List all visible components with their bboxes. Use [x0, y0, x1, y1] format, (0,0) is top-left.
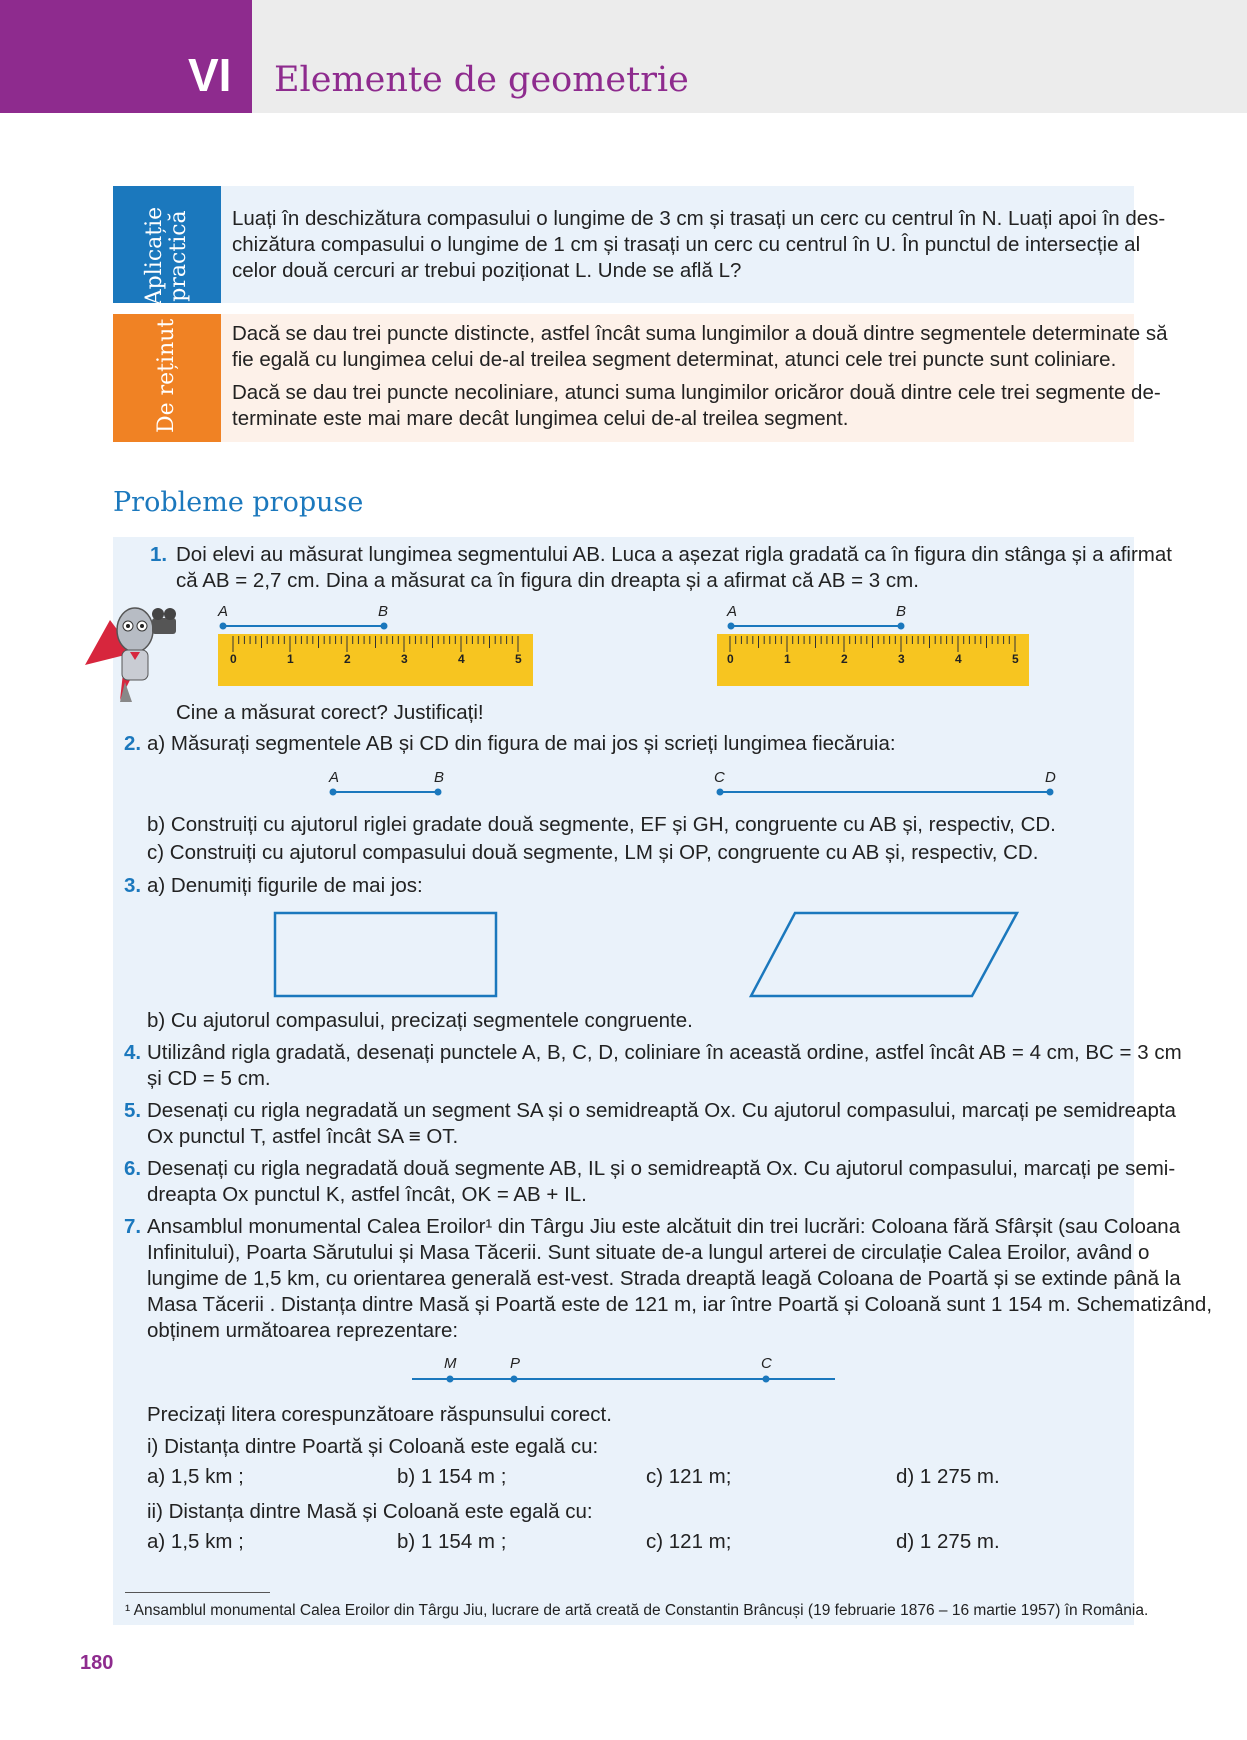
answer-option-a: a) 1,5 km ;	[147, 1465, 244, 1488]
problem-5-number: 5.	[124, 1099, 142, 1122]
problem-7-prompt: Precizați litera corespunzătoare răspunsului corect.	[147, 1403, 612, 1426]
practical-application-text	[232, 206, 1166, 284]
point-label-d: D	[1045, 769, 1056, 786]
ruler-tick-label: 0	[727, 652, 734, 666]
problem-1-line1: Doi elevi au măsurat lungimea segmentului AB. Luca a așezat rigla gradată ca în figura din stânga și a afirmat	[176, 543, 1172, 566]
point-label-c: C	[714, 769, 725, 786]
section-title: Probleme propuse	[113, 487, 364, 518]
segments-ab-cd	[325, 784, 1065, 804]
problem-3-a: a) Denumiți figurile de mai jos:	[147, 874, 423, 897]
answer-option-c: c) 121 m;	[646, 1465, 732, 1488]
mpc-line	[410, 1370, 840, 1390]
problem-4-line2: și CD = 5 cm.	[147, 1067, 271, 1090]
text-line: celor două cercuri ar trebui poziționat L. Unde se află L?	[232, 259, 742, 282]
problem-7-q1: i) Distanța dintre Poartă și Coloană este egală cu:	[147, 1435, 599, 1458]
point-label-m: M	[444, 1355, 457, 1372]
problem-2-number: 2.	[124, 732, 142, 755]
problem-7-q2: ii) Distanța dintre Masă și Coloană este egală cu:	[147, 1500, 593, 1523]
ruler-tick-label: 3	[898, 652, 905, 666]
ruler-tick-label: 4	[955, 652, 962, 666]
problem-4-number: 4.	[124, 1041, 142, 1064]
ruler-tick-label: 2	[841, 652, 848, 666]
problem-6-line1: Desenați cu rigla negradată două segmente AB, IL și o semidreaptă Ox. Cu ajutorul compasului, marcați pe semi-	[147, 1157, 1176, 1180]
problem-2-a: a) Măsurați segmentele AB și CD din figura de mai jos și scrieți lungimea fiecăruia:	[147, 732, 896, 755]
problem-1-number: 1.	[150, 543, 168, 566]
point-label-b: B	[896, 603, 907, 620]
text-line: Dacă se dau trei puncte necoliniare, atunci suma lungimilor oricăror două dintre cele trei segmente de-	[232, 381, 1161, 404]
practical-application-tab	[113, 186, 221, 306]
tab-label-line2: practică	[166, 210, 191, 302]
ruler-tick-label: 1	[287, 652, 294, 666]
answer-option-c: c) 121 m;	[646, 1530, 732, 1553]
problem-3-b: b) Cu ajutorul compasului, precizați segmentele congruente.	[147, 1009, 693, 1032]
page-number: 180	[80, 1652, 114, 1674]
point-label-a: A	[218, 603, 229, 620]
footnote: ¹ Ansamblul monumental Calea Eroilor din Târgu Jiu, lucrare de artă creată de Constantin Brâncuși (19 februarie 1876 – 16 martie 1957) în România.	[125, 1602, 1149, 1619]
problem-5-line2: Ox punctul T, astfel încât SA ≡ OT.	[147, 1125, 459, 1148]
point-label-b: B	[434, 769, 445, 786]
ruler-tick-label: 0	[230, 652, 237, 666]
problem-1-line2: că AB = 2,7 cm. Dina a măsurat ca în figura din dreapta și a afirmat că AB = 3 cm.	[176, 569, 919, 592]
ruler-left-ticks	[218, 634, 533, 686]
mascot-illustration	[80, 590, 200, 710]
segment-ab-left	[218, 618, 398, 638]
problem-7-line: Infinitului), Poarta Sărutului și Masa Tăcerii. Sunt situate de-a lungul arterei de circulație Calea Eroilor, având o	[147, 1241, 1150, 1264]
figures-rectangle-parallelogram	[270, 908, 1050, 1000]
remember-paragraph-2	[232, 380, 1161, 432]
answer-option-d: d) 1 275 m.	[896, 1465, 1000, 1488]
tab-label-line1: Aplicație	[142, 206, 167, 306]
text-line: fie egală cu lungimea celui de-al treilea segment determinat, atunci cele trei puncte sunt coliniare.	[232, 348, 1117, 371]
chapter-title: Elemente de geometrie	[274, 60, 689, 100]
ruler-tick-label: 2	[344, 652, 351, 666]
problem-7-line: obținem următoarea reprezentare:	[147, 1319, 459, 1342]
ruler-tick-label: 3	[401, 652, 408, 666]
point-label-a: A	[727, 603, 738, 620]
problem-7-line: Masa Tăcerii . Distanța dintre Masă și Poartă este de 121 m, iar între Poartă și Coloană sunt 1 154 m. Schematizând,	[147, 1293, 1213, 1316]
problem-3-number: 3.	[124, 874, 142, 897]
ruler-right-ticks	[717, 634, 1029, 686]
remember-tab	[113, 314, 221, 442]
footnote-rule	[125, 1592, 270, 1593]
answer-option-a: a) 1,5 km ;	[147, 1530, 244, 1553]
ruler-tick-label: 4	[458, 652, 465, 666]
problem-7-line: lungime de 1,5 km, cu orientarea generală est-vest. Strada dreaptă leagă Coloana de Poartă și se extinde până la	[147, 1267, 1181, 1290]
problem-2-c: c) Construiți cu ajutorul compasului două segmente, LM și OP, congruente cu AB și, respectiv, CD.	[147, 841, 1039, 864]
remember-tab-label: De reținut	[154, 318, 179, 433]
chapter-number: VI	[188, 49, 232, 101]
text-line: terminate este mai mare decât lungimea celui de-al treilea segment.	[232, 407, 849, 430]
remember-paragraph-1	[232, 321, 1168, 373]
problem-1-question: Cine a măsurat corect? Justificați!	[176, 701, 484, 724]
point-label-a: A	[329, 769, 340, 786]
problem-6-line2: dreapta Ox punctul K, astfel încât, OK = AB + IL.	[147, 1183, 587, 1206]
problem-7-number: 7.	[124, 1215, 142, 1238]
point-label-b: B	[378, 603, 389, 620]
point-label-p: P	[510, 1355, 521, 1372]
answer-option-b: b) 1 154 m ;	[397, 1530, 507, 1553]
ruler-tick-label: 5	[1012, 652, 1019, 666]
text-line: Dacă se dau trei puncte distincte, astfel încât suma lungimilor a două dintre segmentele determinate să	[232, 322, 1168, 345]
answer-option-b: b) 1 154 m ;	[397, 1465, 507, 1488]
answer-option-d: d) 1 275 m.	[896, 1530, 1000, 1553]
point-label-c: C	[761, 1355, 772, 1372]
problem-5-line1: Desenați cu rigla negradată un segment SA și o semidreaptă Ox. Cu ajutorul compasului, marcați pe semidreapta	[147, 1099, 1176, 1122]
problem-4-line1: Utilizând rigla gradată, desenați punctele A, B, C, D, coliniare în această ordine, astfel încât AB = 4 cm, BC = 3 cm	[147, 1041, 1182, 1064]
problem-2-b: b) Construiți cu ajutorul riglei gradate două segmente, EF și GH, congruente cu AB și, respectiv, CD.	[147, 813, 1056, 836]
ruler-tick-label: 1	[784, 652, 791, 666]
problem-6-number: 6.	[124, 1157, 142, 1180]
segment-ab-right	[717, 618, 917, 638]
text-line: chizătura compasului o lungime de 1 cm și trasați un cerc cu centrul în U. În punctul de intersecție al	[232, 233, 1141, 256]
problem-7-line: Ansamblul monumental Calea Eroilor¹ din Târgu Jiu este alcătuit din trei lucrări: Coloana fără Sfârșit (sau Coloana	[147, 1215, 1181, 1238]
text-line: Luați în deschizătura compasului o lungime de 3 cm și trasați un cerc cu centrul în N. Luați apoi în des-	[232, 207, 1166, 230]
ruler-tick-label: 5	[515, 652, 522, 666]
